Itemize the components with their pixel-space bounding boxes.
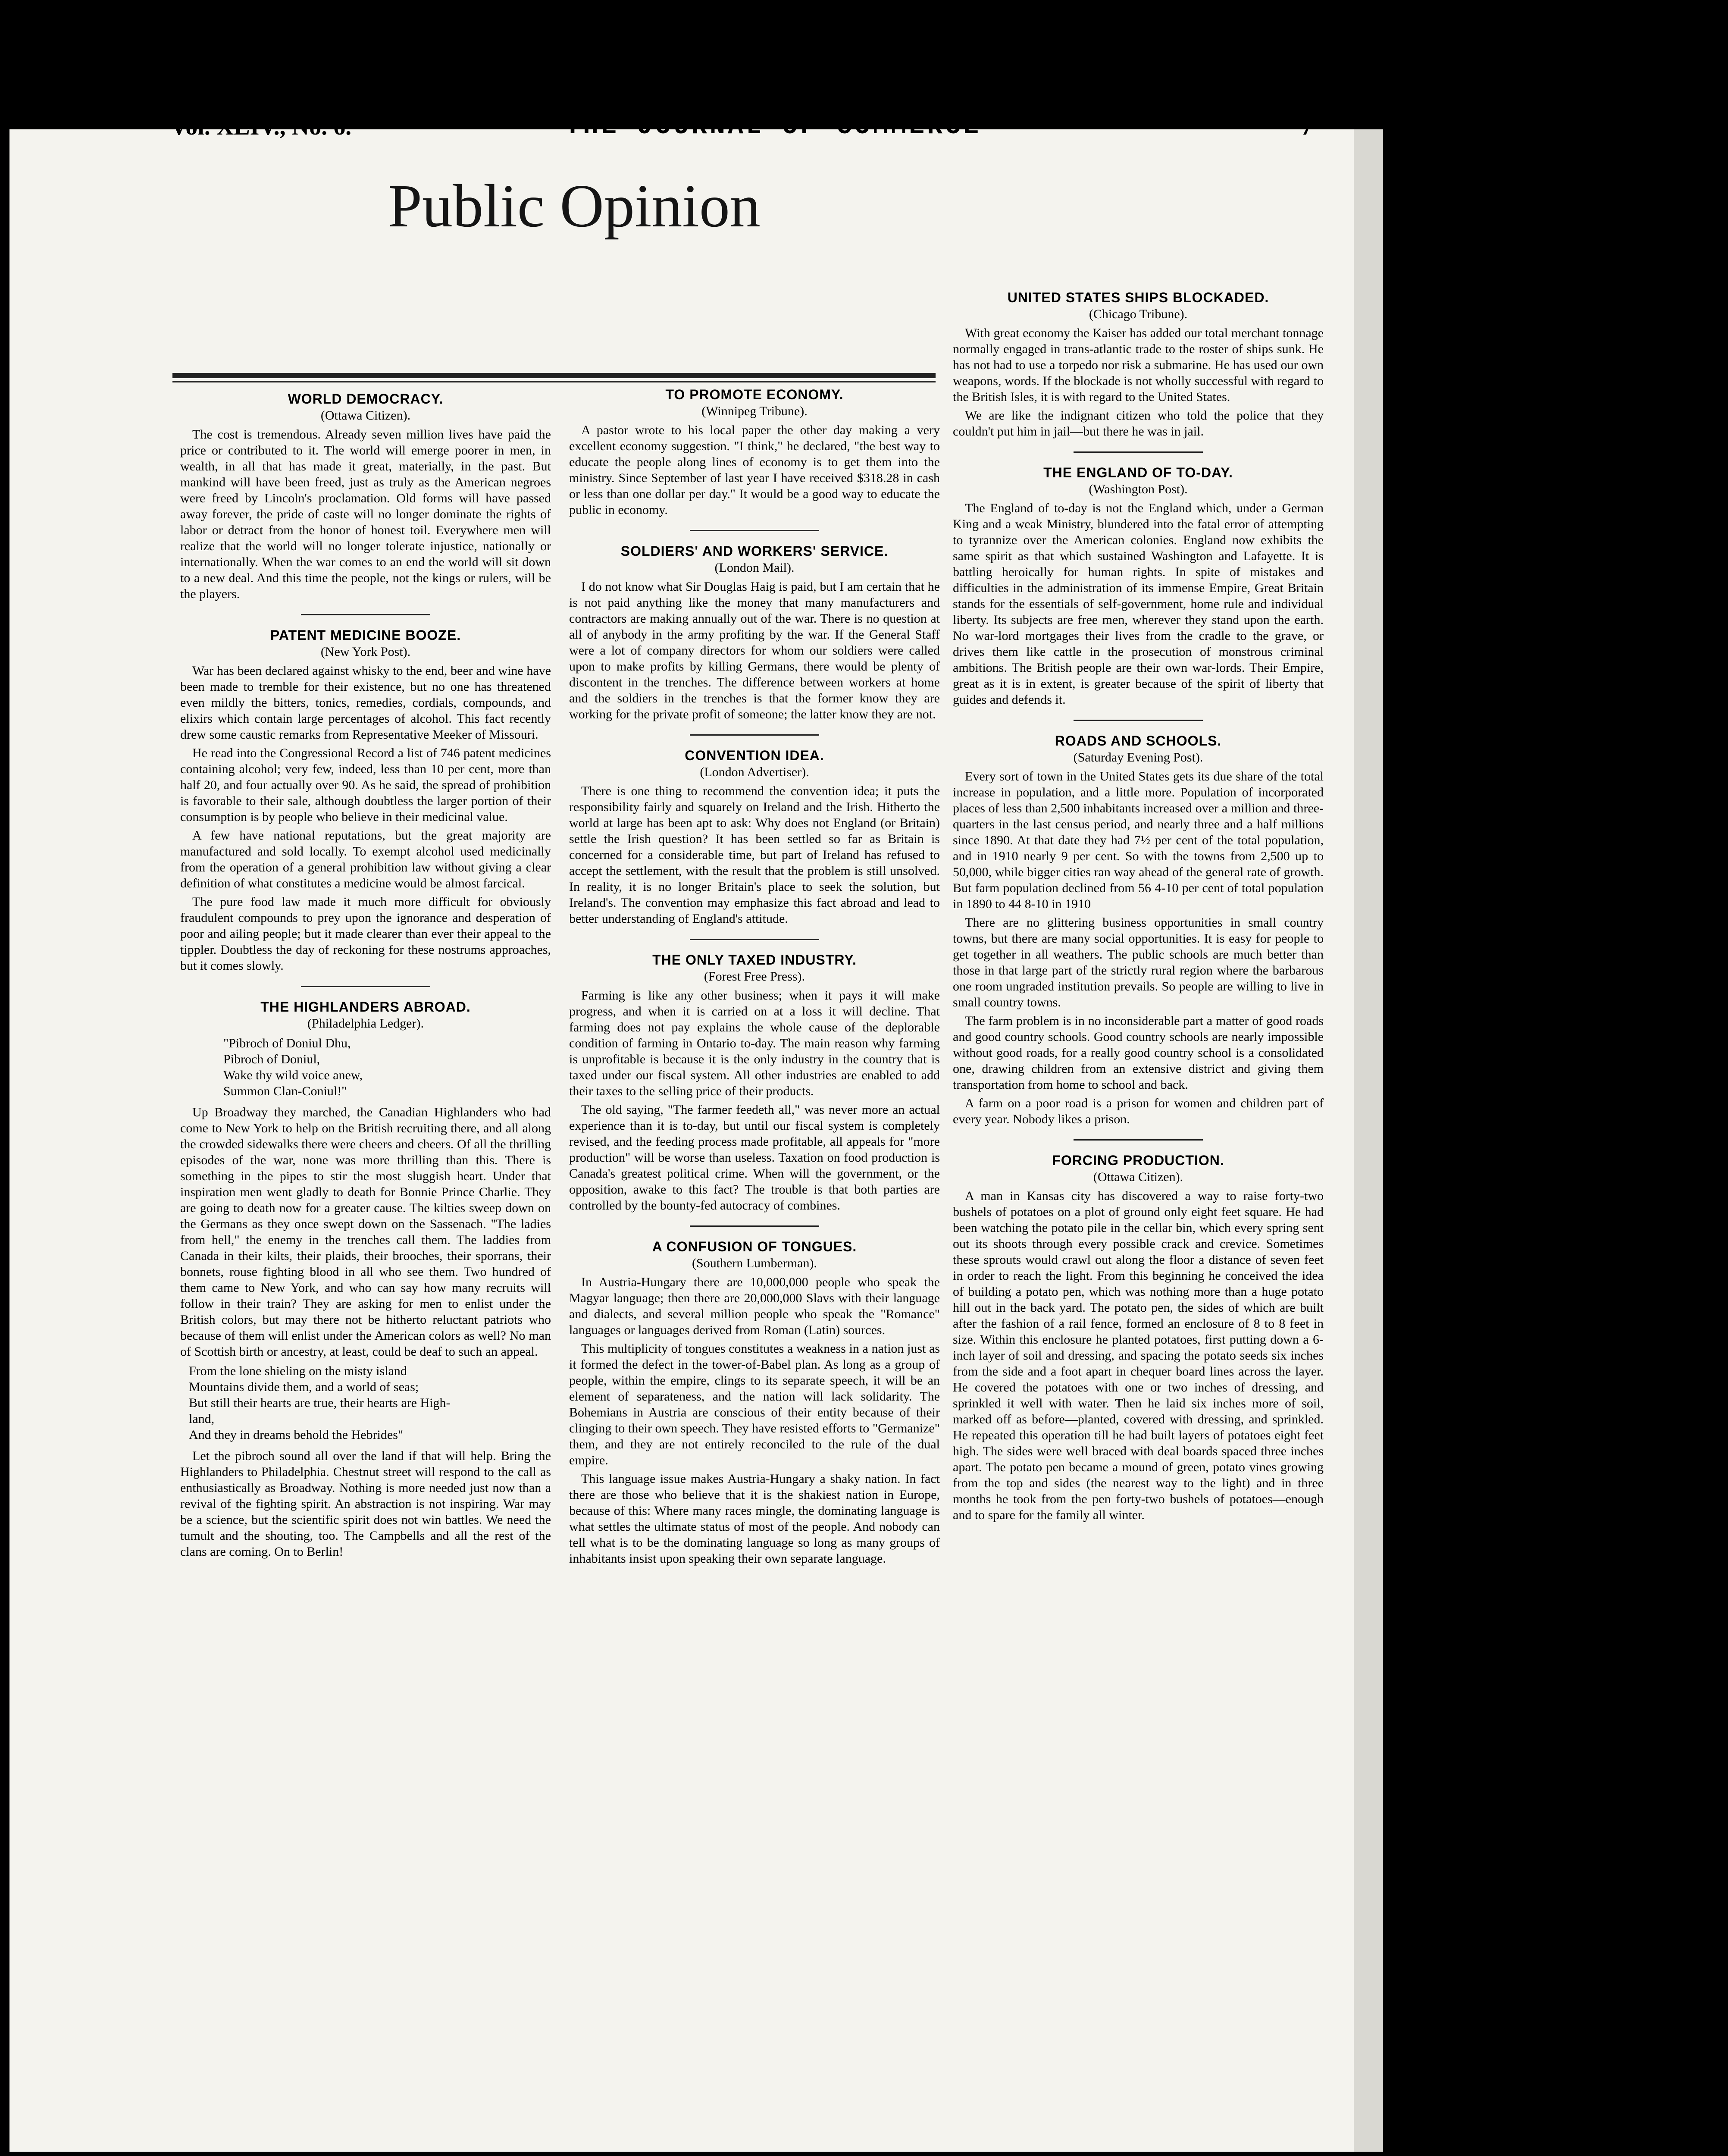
article-paragraph: The old saying, "The farmer feedeth all," was never more an actual experience than it is to-day, but until our fiscal system is completely revised, and the feeding process made profitable, all appeals for "more production" will be worse than useless. Taxation on food production is Canada's greatest political crime. When will the government, or the opposition, awake to this fact? The trouble is that both parties are controlled by the bounty-fed autocracy of combines.	[569, 1103, 940, 1213]
verse-line: Summon Clan-Coniul!"	[223, 1084, 347, 1098]
article-paragraph: This language issue makes Austria-Hungary a shaky nation. In fact there are those who believe that it is the shakiest nation in Europe, because of this: Where many races mingle, the dominating language is what settles the ultimate status of most of the people. And nobody can tell what is to be the dominating language so long as many groups of inhabitants insist upon speaking their own separate language.	[569, 1472, 940, 1566]
verse-line: And they in dreams behold the Hebrides"	[189, 1428, 404, 1442]
article-paragraph: The England of to-day is not the England which, under a German King and a weak Ministry, blundered into the fatal error of attempting to tyrannize over the American colonies. England now exhibits the same spirit as that which sustained Washington and Lafayette. It is battling heroically for human rights. In spite of mistakes and difficulties in the administration of its immense Empire, Great Britain stands for the essentials of self-government, home rule and individual liberty. Its subjects are free men, wherever they stand upon the earth. No war-lord mortgages their lives from the cradle to the grave, or drives them like cattle in the prosecution of monstrous criminal ambitions. The British people are their own war-lords. Their Empire, great as it is in extent, is greater because of the spirit of liberty that guides and defends it.	[953, 501, 1324, 707]
article-separator	[690, 939, 819, 940]
article-separator	[690, 734, 819, 736]
article-source: (Winnipeg Tribune).	[701, 404, 808, 418]
article-headline: THE ENGLAND OF TO-DAY.	[1043, 465, 1233, 480]
article-paragraph: With great economy the Kaiser has added our total merchant tonnage normally engaged in trans-atlantic trade to the roster of ships sunk. He has not had to use a torpedo nor risk a submarine. He has used our own weapons, words. If the blockade is not wholly successful with regard to the British Isles, it is with regard to the United States.	[953, 326, 1324, 404]
article-paragraph: War has been declared against whisky to the end, beer and wine have been made to tremble for their existence, but no one has threatened even mildly the bitters, tonics, remedies, cordials, compounds, and elixirs which contain large percentages of alcohol. This fact recently drew some caustic remarks from Representative Meeker of Missouri.	[180, 664, 551, 742]
verse-block	[189, 1363, 551, 1443]
article-separator	[301, 614, 430, 615]
article-headline: CONVENTION IDEA.	[685, 748, 824, 763]
article-paragraph: A few have national reputations, but the great majority are manufactured and sold locally. To exempt alcohol used medicinally from the operation of a general prohibition law without giving a clear definition of what constitutes a medicine would be almost farcical.	[180, 828, 551, 890]
article-source: (Washington Post).	[1089, 482, 1188, 496]
article-headline: FORCING PRODUCTION.	[1052, 1153, 1224, 1168]
article-headline: THE ONLY TAXED INDUSTRY.	[652, 952, 857, 968]
article-source: (London Advertiser).	[700, 765, 809, 779]
volume-number: Vol. XLIV., No. 6.	[170, 113, 352, 140]
column-2	[569, 386, 940, 1569]
article	[569, 542, 940, 722]
journal-title: THE JOURNAL OF COMMERCE	[565, 112, 982, 141]
column-3	[953, 289, 1324, 1526]
section-masthead: Public Opinion	[388, 172, 761, 240]
verse-line: Wake thy wild voice anew,	[223, 1068, 363, 1082]
verse-line: Mountains divide them, and a world of seas;	[189, 1380, 419, 1394]
article-paragraph: The farm problem is in no inconsiderable part a matter of good roads and good country schools. Good country schools are nearly impossible without good roads, for a really good country school is a consolidated one, drawing children from an extensive district and giving them transportation from home to school and back.	[953, 1014, 1324, 1092]
article-paragraph: There are no glittering business opportunities in small country towns, but there are many social opportunities. It is easy for people to get together in all weathers. The public schools are much better than those in that large part of the strictly rural region where the barbarous one room ungraded institution prevails. So people are willing to live in small country towns.	[953, 915, 1324, 1009]
article-source: (Chicago Tribune).	[1089, 307, 1188, 321]
masthead-rule-thin	[172, 381, 936, 382]
article-separator	[1074, 720, 1203, 721]
article	[953, 1152, 1324, 1523]
article-source: (Ottawa Citizen).	[320, 408, 411, 423]
article	[569, 951, 940, 1213]
verse-line: But still their hearts are true, their hearts are High-	[189, 1396, 451, 1410]
article-headline: A CONFUSION OF TONGUES.	[652, 1239, 857, 1254]
article-paragraph: This multiplicity of tongues constitutes a weakness in a nation just as it formed the defect in the tower-of-Babel plan. As long as a group of people, within the empire, clings to its separate speech, it will be an element of separateness, and the nation will lack solidarity. The Bohemians in Austria are conscious of their entity because of their clinging to their own speech. They have resisted efforts to "Germanize" them, and they are not entirely reconciled to the rule of the dual empire.	[569, 1341, 940, 1467]
article-paragraph: We are like the indignant citizen who told the police that they couldn't put him in jail—but there he was in jail.	[953, 408, 1324, 439]
article-headline: SOLDIERS' AND WORKERS' SERVICE.	[620, 543, 889, 559]
column-1	[180, 390, 551, 1562]
article-source: (Ottawa Citizen).	[1093, 1170, 1183, 1184]
article-source: (London Mail).	[714, 561, 795, 575]
article	[953, 289, 1324, 439]
article-paragraph: Every sort of town in the United States gets its due share of the total increase in population, and a little more. Population of incorporated places of less than 2,500 inhabitants increased over a million and three-quarters in the last census period, and nearly three and a half millions since 1890. At that date they had 7½ per cent of the total population, and in 1910 nearly 9 per cent. So with the towns from 2,500 up to 50,000, while bigger cities ran way ahead of the general rate of growth. But farm population declined from 56 4-10 per cent of total population in 1890 to 44 8-10 in 1910	[953, 769, 1324, 911]
article-headline: THE HIGHLANDERS ABROAD.	[260, 999, 471, 1015]
article-source: (Philadelphia Ledger).	[307, 1016, 424, 1031]
article-separator	[690, 1225, 819, 1227]
article-headline: TO PROMOTE ECONOMY.	[665, 387, 844, 402]
article-paragraph: A man in Kansas city has discovered a way to raise forty-two bushels of potatoes on a plot of ground only eight feet square. He had been watching the potato pile in the cellar bin, which every spring sent out its shoots through every possible crack and crevice. Sometimes these sprouts would crawl out along the floor a distance of seven feet in order to reach the light. From this beginning he conceived the idea of building a potato pen, which was nothing more than a huge potato hill out in the back yard. The potato pen, the sides of which are built after the fashion of a rail fence, formed an enclosure of 8 to 8 feet in size. Within this enclosure he planted potatoes, first putting down a 6-inch layer of soil and dressing, and spacing the potato seeds six inches from the side and a foot apart in chequer board lines across the layer. He covered the potatoes with one or two inches of dressing, and sprinkled it well with water. Then he laid six inches more of soil, marked off as before—planted, covered with dressing, and sprinkled. He repeated this operation till he had built layers of potatoes eight feet high. The sides were well braced with deal boards spaced three inches apart. The potato pen became a mound of green, potato vines growing from the top and sides (the nearest way to the light) and in three months he took from the pen forty-two bushels of potatoes—enough and to spare for the family all winter.	[953, 1189, 1324, 1522]
article	[569, 747, 940, 927]
article-paragraph: A farm on a poor road is a prison for women and children part of every year. Nobody likes a prison.	[953, 1096, 1324, 1126]
page-edge	[1354, 129, 1383, 2152]
article-paragraph: He read into the Congressional Record a list of 746 patent medicines containing alcohol; very few, indeed, less than 10 per cent, more than half 20, and four actually over 90. As he said, the spread of prohibition is favorable to their sale, although doubtless the larger portion of their consumption is by people who believe in their medicinal value.	[180, 746, 551, 824]
page-number: 7	[1301, 113, 1313, 140]
verse-line: Pibroch of Doniul,	[223, 1052, 320, 1066]
article	[180, 998, 551, 1560]
masthead-rule-thick	[172, 373, 936, 378]
article	[180, 627, 551, 974]
article-separator	[690, 530, 819, 531]
verse-line: From the lone shieling on the misty island	[189, 1364, 407, 1378]
article-paragraph: I do not know what Sir Douglas Haig is paid, but I am certain that he is not paid anything like the money that many manufacturers and contractors are making annually out of the war. There is no question at all of anybody in the army profiting by the war. If the General Staff were a lot of company directors for whom our soldiers were called upon to make profits by killing Germans, there would be plenty of discontent in the trenches. The difference between workers at home and the soldiers in the trenches is that the former know they are working for the private profit of someone; the latter know they are not.	[569, 580, 940, 721]
article-paragraph: There is one thing to recommend the convention idea; it puts the responsibility fairly and squarely on Ireland and the Irish. Hitherto the world at large has been apt to ask: Why does not England (or Britain) settle the Irish question? It has been settled so far as Britain is concerned for a considerable time, but part of Ireland has refused to accept the settlement, with the result that the problem is still unsolved. In reality, it is no longer Britain's place to seek the solution, but Ireland's. The convention may emphasize this fact abroad and lead to better understanding of England's attitude.	[569, 784, 940, 926]
article-paragraph: A pastor wrote to his local paper the other day making a very excellent economy suggestion. "I think," he declared, "the best way to educate the people along lines of economy is to get them into the ministry. Since September of last year I have received $318.28 in cash or less than one dollar per day." It would be a good way to educate the public in economy.	[569, 423, 940, 517]
article	[180, 390, 551, 602]
article	[953, 732, 1324, 1127]
verse-line: land,	[189, 1412, 215, 1426]
article-headline: PATENT MEDICINE BOOZE.	[270, 627, 461, 643]
article-source: (New York Post).	[320, 645, 411, 659]
article-paragraph: Let the pibroch sound all over the land if that will help. Bring the Highlanders to Philadelphia. Chestnut street will respond to the call as enthusiastically as Broadway. Nothing is more needed just now than a revival of the fighting spirit. An abstraction is not inspiring. War may be a science, but the scientific spirit does not win battles. We need the tumult and the shouting, too. The Campbells and all the rest of the clans are coming. On to Berlin!	[180, 1449, 551, 1559]
verse-block	[223, 1035, 551, 1099]
article-paragraph: The pure food law made it much more difficult for obviously fraudulent compounds to prey upon the ignorance and desperation of poor and ailing people; but it made clearer than ever their appeal to the tippler. Doubtless the day of reckoning for these nostrums approaches, but it comes slowly.	[180, 895, 551, 973]
article-headline: WORLD DEMOCRACY.	[288, 391, 444, 407]
article-paragraph: In Austria-Hungary there are 10,000,000 people who speak the Magyar language; then there are 20,000,000 Slavs with their language and dialects, and several million people who speak the "Romance" languages or languages derived from Roman (Latin) sources.	[569, 1275, 940, 1337]
article-separator	[301, 986, 430, 987]
article-paragraph: The cost is tremendous. Already seven million lives have paid the price or contributed to it. The world will emerge poorer in men, in wealth, in all that has made it great, materially, in the past. But mankind will have been freed, just as truly as the American negroes were freed by Lincoln's proclamation. Old forms will have passed away forever, the pride of caste will no longer dominate the rights of labor or detract from the honor of honest toil. Everywhere men will realize that the world will no longer tolerate injustice, nationally or internationally. When the war comes to an end the world will sit down to a new deal. And this time the people, not the kings or rulers, will be the players.	[180, 427, 551, 601]
article-source: (Saturday Evening Post).	[1073, 750, 1203, 765]
article-source: (Southern Lumberman).	[692, 1256, 817, 1270]
article-headline: ROADS AND SCHOOLS.	[1055, 733, 1222, 749]
article	[569, 386, 940, 518]
page-header	[170, 113, 1313, 156]
article-separator	[1074, 451, 1203, 453]
verse-line: "Pibroch of Doniul Dhu,	[223, 1036, 351, 1050]
article-paragraph: Up Broadway they marched, the Canadian Highlanders who had come to New York to help on the British recruiting there, and all along the crowded sidewalks there were cheers and cheers. Of all the thrilling episodes of the war, none was more thrilling than this. There is something in the pipes to stir the most sluggish heart. Under that inspiration men went gladly to death for Bonnie Prince Charlie. They are going to death now for a greater cause. The kilties sweep down on the Germans as they once swept down on the Sassenach. "The ladies from hell," the enemy in the trenches call them. The laddies from Canada in their kilts, their plaids, their brooches, their sporrans, their bonnets, rouse fighting blood in all who see them. Two hundred of them came to New York, and who can say how many recruits will follow in their train? They are asking for men to enlist under the British colors, but may there not be hitherto reluctant patriots who because of them will enlist under the American colors as well? No man of Scottish birth or ancestry, at least, could be deaf to such an appeal.	[180, 1105, 551, 1359]
article	[953, 464, 1324, 708]
article-source: (Forest Free Press).	[704, 969, 805, 984]
article	[569, 1238, 940, 1567]
article-headline: UNITED STATES SHIPS BLOCKADED.	[1007, 290, 1269, 305]
article-separator	[1074, 1139, 1203, 1141]
article-paragraph: Farming is like any other business; when it pays it will make progress, and when it is carried on at a loss it will decline. That farming does not pay explains the whole cause of the deplorable condition of farming in Ontario to-day. The main reason why farming is unprofitable is because it is the only industry in the country that is taxed under our fiscal system. All other industries are enabled to add their taxes to the selling price of their products.	[569, 988, 940, 1098]
